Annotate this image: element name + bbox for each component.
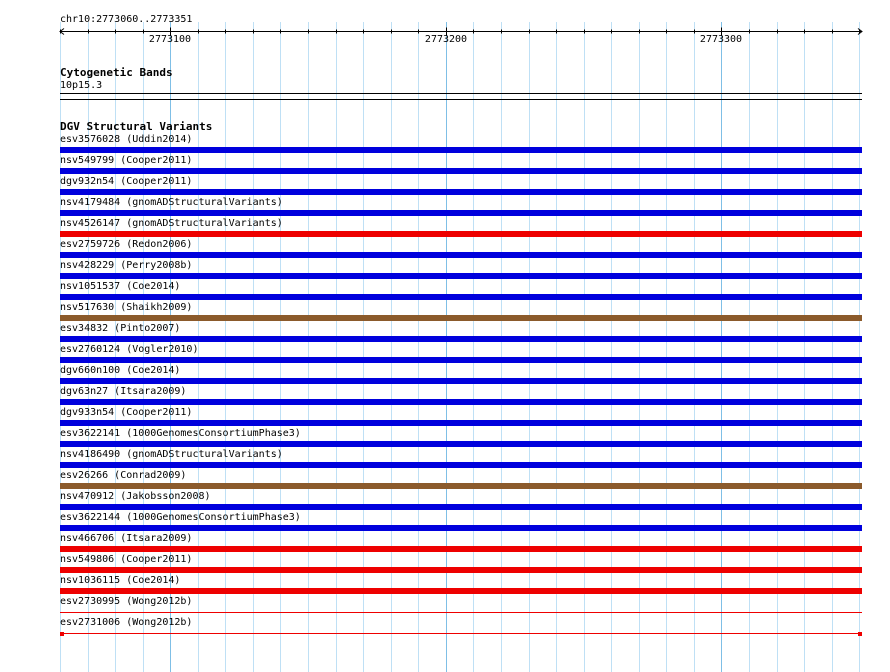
dgv-feature-bar[interactable] <box>60 315 862 321</box>
dgv-feature-label: dgv63n27 (Itsara2009) <box>60 386 187 397</box>
dgv-feature-label: esv34832 (Pinto2007) <box>60 323 181 334</box>
ruler-tick-label: 2773200 <box>424 34 468 45</box>
dgv-feature-bar[interactable] <box>60 441 862 447</box>
dgv-feature-label: dgv932n54 (Cooper2011) <box>60 176 193 187</box>
dgv-feature-bar[interactable] <box>60 483 862 489</box>
dgv-feature-bar[interactable] <box>60 525 862 531</box>
dgv-feature-bar[interactable] <box>60 252 862 258</box>
dgv-feature-bar[interactable] <box>60 567 862 573</box>
dgv-feature-bar[interactable] <box>60 588 862 594</box>
coordinate-ruler <box>0 0 890 60</box>
dgv-feature-label: nsv4179484 (gnomADStructuralVariants) <box>60 197 283 208</box>
dgv-feature-label: nsv517630 (Shaikh2009) <box>60 302 193 313</box>
ruler-axis <box>0 0 890 60</box>
dgv-feature-label: nsv428229 (Perry2008b) <box>60 260 193 271</box>
cytoband-label: 10p15.3 <box>60 80 103 91</box>
dgv-feature-label: nsv466706 (Itsara2009) <box>60 533 193 544</box>
dgv-feature-bar[interactable] <box>60 147 862 153</box>
dgv-feature-label: esv2760124 (Vogler2010) <box>60 344 199 355</box>
ruler-tick-label: 2773100 <box>148 34 192 45</box>
dgv-feature-label: esv2731006 (Wong2012b) <box>60 617 193 628</box>
dgv-feature-label: esv2759726 (Redon2006) <box>60 239 193 250</box>
dgv-feature-bar[interactable] <box>60 231 862 237</box>
dgv-feature-bar[interactable] <box>60 420 862 426</box>
dgv-feature-label: esv26266 (Conrad2009) <box>60 470 187 481</box>
dgv-feature-bar[interactable] <box>60 378 862 384</box>
cytoband-track-title: Cytogenetic Bands <box>60 66 173 79</box>
dgv-feature-label: esv3622141 (1000GenomesConsortiumPhase3) <box>60 428 301 439</box>
dgv-feature-bar[interactable] <box>60 189 862 195</box>
dgv-feature-bar[interactable] <box>60 336 862 342</box>
dgv-feature-bar[interactable] <box>60 294 862 300</box>
ruler-range-label: chr10:2773060..2773351 <box>60 14 193 25</box>
ruler-tick-label: 2773300 <box>699 34 743 45</box>
dgv-feature-bar[interactable] <box>60 633 862 634</box>
cytoband-bar-top <box>60 93 862 94</box>
dgv-feature-bar[interactable] <box>60 462 862 468</box>
dgv-feature-label: dgv933n54 (Cooper2011) <box>60 407 193 418</box>
dgv-feature-endcap <box>858 632 862 636</box>
dgv-feature-bar[interactable] <box>60 546 862 552</box>
dgv-feature-bar[interactable] <box>60 273 862 279</box>
dgv-feature-bar[interactable] <box>60 399 862 405</box>
dgv-feature-label: nsv470912 (Jakobsson2008) <box>60 491 211 502</box>
dgv-feature-label: nsv549799 (Cooper2011) <box>60 155 193 166</box>
dgv-feature-label: esv2730995 (Wong2012b) <box>60 596 193 607</box>
dgv-feature-label: nsv4526147 (gnomADStructuralVariants) <box>60 218 283 229</box>
dgv-feature-bar[interactable] <box>60 168 862 174</box>
dgv-feature-label: nsv549806 (Cooper2011) <box>60 554 193 565</box>
dgv-feature-bar[interactable] <box>60 504 862 510</box>
dgv-feature-label: nsv4186490 (gnomADStructuralVariants) <box>60 449 283 460</box>
dgv-feature-bar[interactable] <box>60 210 862 216</box>
cytoband-bar-bottom <box>60 99 862 100</box>
dgv-feature-label: nsv1051537 (Coe2014) <box>60 281 181 292</box>
dgv-feature-bar[interactable] <box>60 357 862 363</box>
dgv-feature-label: esv3576028 (Uddin2014) <box>60 134 193 145</box>
dgv-feature-endcap <box>60 632 64 636</box>
dgv-feature-bar[interactable] <box>60 612 862 613</box>
dgv-feature-label: esv3622144 (1000GenomesConsortiumPhase3) <box>60 512 301 523</box>
dgv-feature-label: nsv1036115 (Coe2014) <box>60 575 181 586</box>
dgv-feature-label: dgv660n100 (Coe2014) <box>60 365 181 376</box>
dgv-track-title: DGV Structural Variants <box>60 120 213 133</box>
